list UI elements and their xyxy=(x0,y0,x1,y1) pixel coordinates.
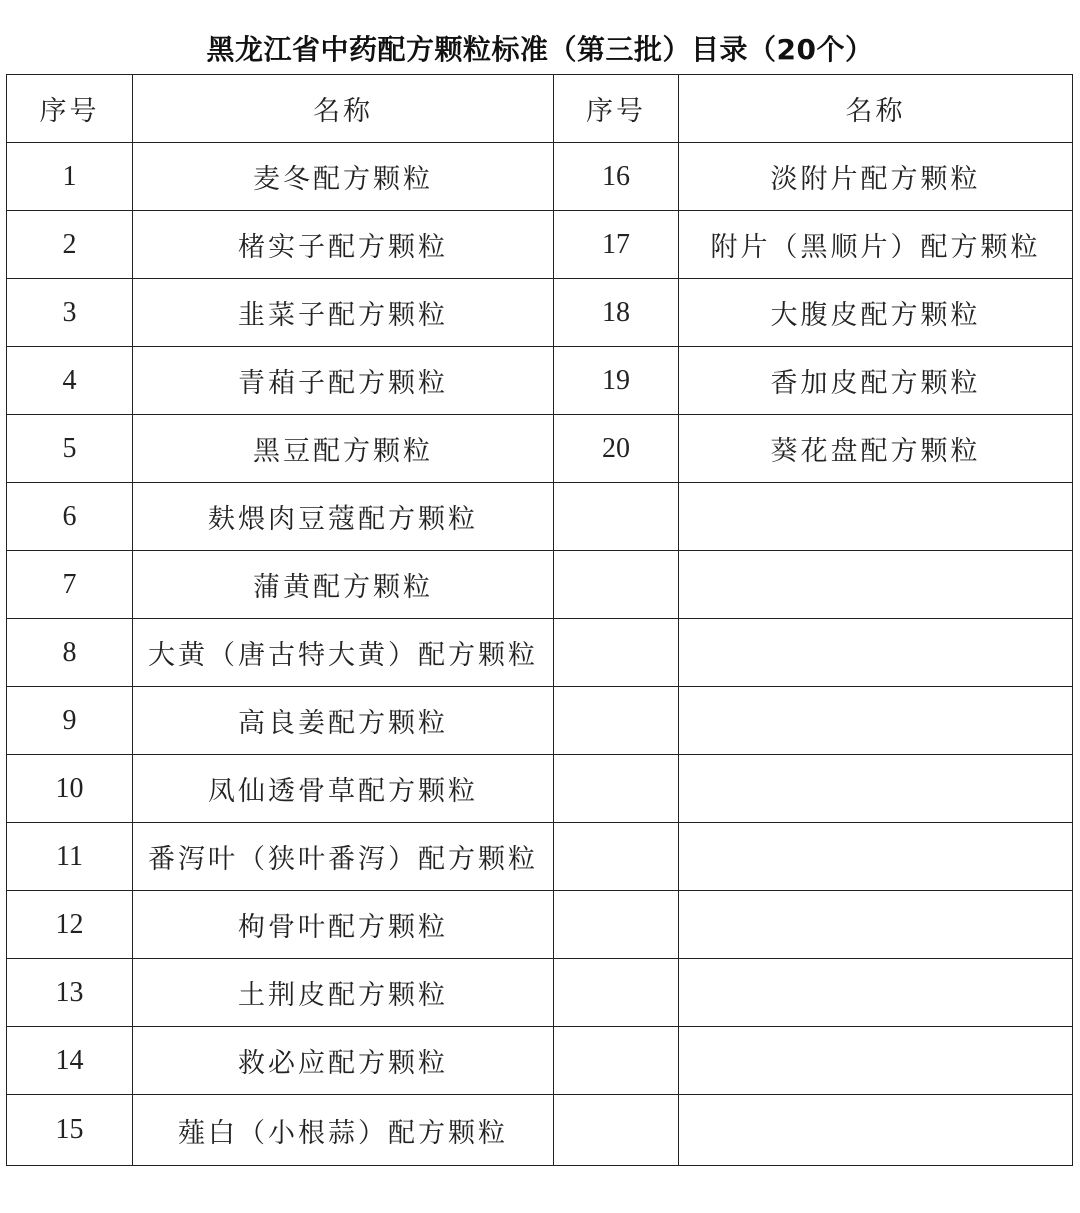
left-name-cell: 楮实子配方颗粒 xyxy=(133,211,554,279)
left-number-cell: 2 xyxy=(7,211,133,279)
right-number-cell: 17 xyxy=(554,211,679,279)
table-row xyxy=(7,483,1073,551)
left-name-cell: 韭菜子配方颗粒 xyxy=(133,279,554,347)
left-number-cell: 4 xyxy=(7,347,133,415)
left-name-cell: 大黄（唐古特大黄）配方颗粒 xyxy=(133,619,554,687)
right-number-cell xyxy=(554,1095,679,1166)
left-number-cell: 5 xyxy=(7,415,133,483)
right-name-cell xyxy=(679,755,1073,823)
right-number-cell xyxy=(554,1027,679,1095)
left-name-cell: 凤仙透骨草配方颗粒 xyxy=(133,755,554,823)
left-name-cell: 麦冬配方颗粒 xyxy=(133,143,554,211)
left-name-cell: 麸煨肉豆蔻配方颗粒 xyxy=(133,483,554,551)
table-row xyxy=(7,891,1073,959)
table-row xyxy=(7,279,1073,347)
left-name-cell: 番泻叶（狭叶番泻）配方颗粒 xyxy=(133,823,554,891)
right-name-cell xyxy=(679,687,1073,755)
left-number-cell: 10 xyxy=(7,755,133,823)
right-number-cell: 19 xyxy=(554,347,679,415)
left-number-cell: 15 xyxy=(7,1095,133,1166)
table-row xyxy=(7,959,1073,1027)
header-row xyxy=(7,75,1073,143)
table-row xyxy=(7,211,1073,279)
right-number-cell xyxy=(554,619,679,687)
table-row xyxy=(7,755,1073,823)
right-name-cell xyxy=(679,1095,1073,1166)
right-name-cell xyxy=(679,619,1073,687)
right-name-cell: 葵花盘配方颗粒 xyxy=(679,415,1073,483)
right-number-cell: 18 xyxy=(554,279,679,347)
right-number-cell xyxy=(554,687,679,755)
right-name-cell xyxy=(679,1027,1073,1095)
table-row xyxy=(7,1027,1073,1095)
left-number-cell: 6 xyxy=(7,483,133,551)
right-number-cell xyxy=(554,959,679,1027)
right-name-cell: 附片（黑顺片）配方颗粒 xyxy=(679,211,1073,279)
left-number-cell: 3 xyxy=(7,279,133,347)
left-number-cell: 1 xyxy=(7,143,133,211)
left-name-cell: 青葙子配方颗粒 xyxy=(133,347,554,415)
right-number-cell xyxy=(554,891,679,959)
table-row xyxy=(7,415,1073,483)
left-name-cell: 枸骨叶配方颗粒 xyxy=(133,891,554,959)
left-name-cell: 高良姜配方颗粒 xyxy=(133,687,554,755)
right-name-cell xyxy=(679,551,1073,619)
right-number-cell xyxy=(554,823,679,891)
header-left-name: 名称 xyxy=(133,75,554,143)
right-name-cell xyxy=(679,483,1073,551)
right-number-cell xyxy=(554,483,679,551)
left-number-cell: 13 xyxy=(7,959,133,1027)
header-right-number: 序号 xyxy=(554,75,679,143)
right-number-cell xyxy=(554,551,679,619)
table-row xyxy=(7,619,1073,687)
table-row xyxy=(7,1095,1073,1166)
right-name-cell xyxy=(679,891,1073,959)
table-row xyxy=(7,687,1073,755)
left-number-cell: 9 xyxy=(7,687,133,755)
left-name-cell: 薤白（小根蒜）配方颗粒 xyxy=(133,1095,554,1166)
right-name-cell xyxy=(679,823,1073,891)
left-number-cell: 8 xyxy=(7,619,133,687)
left-number-cell: 14 xyxy=(7,1027,133,1095)
left-number-cell: 12 xyxy=(7,891,133,959)
catalog-table xyxy=(6,74,1073,1166)
right-number-cell: 20 xyxy=(554,415,679,483)
left-number-cell: 7 xyxy=(7,551,133,619)
left-number-cell: 11 xyxy=(7,823,133,891)
left-name-cell: 蒲黄配方颗粒 xyxy=(133,551,554,619)
left-name-cell: 土荆皮配方颗粒 xyxy=(133,959,554,1027)
header-left-number: 序号 xyxy=(7,75,133,143)
left-name-cell: 救必应配方颗粒 xyxy=(133,1027,554,1095)
right-number-cell xyxy=(554,755,679,823)
table-row xyxy=(7,551,1073,619)
table-row xyxy=(7,347,1073,415)
right-name-cell: 大腹皮配方颗粒 xyxy=(679,279,1073,347)
table-row xyxy=(7,143,1073,211)
left-name-cell: 黑豆配方颗粒 xyxy=(133,415,554,483)
table-row xyxy=(7,823,1073,891)
header-right-name: 名称 xyxy=(679,75,1073,143)
right-number-cell: 16 xyxy=(554,143,679,211)
right-name-cell: 淡附片配方颗粒 xyxy=(679,143,1073,211)
right-name-cell: 香加皮配方颗粒 xyxy=(679,347,1073,415)
document-title: 黑龙江省中药配方颗粒标准（第三批）目录（20个） xyxy=(206,33,874,66)
right-name-cell xyxy=(679,959,1073,1027)
